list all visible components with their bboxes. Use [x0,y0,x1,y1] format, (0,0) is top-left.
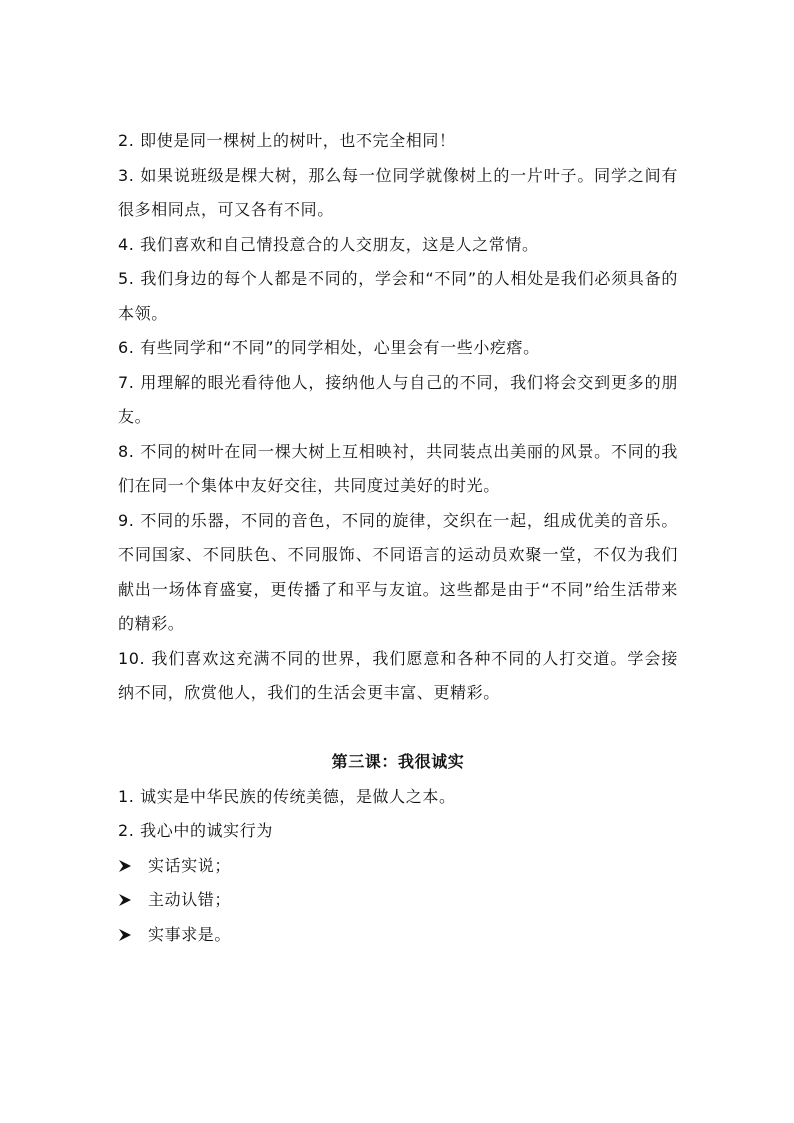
bullet-text: 实事求是。 [148,924,232,944]
paragraph-10: 10. 我们喜欢这充满不同的世界，我们愿意和各种不同的人打交道。学会接纳不同，欣赏他人，我们的生活会更丰富、更精彩。 [118,648,678,702]
paragraph-7: 7. 用理解的眼光看待他人，接纳他人与自己的不同，我们将会交到更多的朋友。 [118,372,678,426]
paragraph-3: 3. 如果说班级是棵大树，那么每一位同学就像树上的一片叶子。同学之间有很多相同点，可又各有不同。 [118,165,678,219]
arrowhead-bullet-icon [118,859,148,873]
section-title: 第三课：我很诚实 [331,752,465,771]
paragraph-2: 2. 即使是同一棵树上的树叶，也不完全相同！ [118,131,456,150]
paragraph-9: 9. 不同的乐器，不同的音色，不同的旋律，交织在一起，组成优美的音乐。不同国家、不同肤色、不同服饰、不同语言的运动员欢聚一堂，不仅为我们献出一场体育盛宴，更传播了和平与友谊。这些都是由于“不同”给生活带来的精彩。 [118,510,678,633]
paragraph-4: 4. 我们喜欢和自己情投意合的人交朋友，这是人之常情。 [118,234,539,254]
paragraph-8: 8. 不同的树叶在同一棵大树上互相映衬，共同装点出美丽的风景。不同的我们在同一个集体中友好交往，共同度过美好的时光。 [118,441,678,495]
document-content [118,124,678,952]
bullet-text: 实话实说； [148,855,232,875]
section-item-2: 2. 我心中的诚实行为 [118,821,273,840]
section-spacer [118,711,678,746]
bullet-item [118,883,678,918]
bullet-text: 主动认错； [148,890,232,909]
arrowhead-bullet-icon [118,928,148,942]
section-item-1: 1. 诚实是中华民族的传统美德，是做人之本。 [118,786,456,806]
paragraph-6: 6. 有些同学和“不同”的同学相处，心里会有一些小疙瘩。 [118,338,540,357]
bullet-item [118,849,678,884]
bullet-item [118,918,678,953]
paragraph-5: 5. 我们身边的每个人都是不同的，学会和“不同”的人相处是我们必须具备的本领。 [118,269,678,323]
arrowhead-bullet-icon [118,893,148,907]
